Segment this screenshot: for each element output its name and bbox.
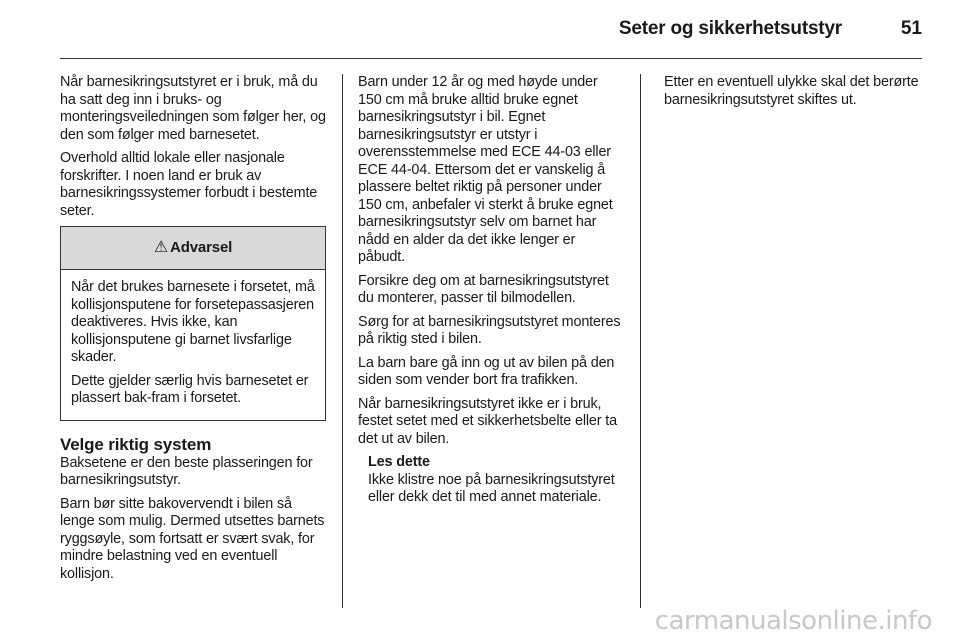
note-title: Les dette xyxy=(368,454,430,470)
column-divider xyxy=(640,74,641,608)
paragraph: Når barnesikringsutstyret ikke er i bruk, festet setet med et sikkerhetsbelte eller ta det ut av bilen. xyxy=(358,395,617,447)
paragraph: Forsikre deg om at barnesikringsutstyret du monterer, passer til bilmodellen. xyxy=(358,272,609,306)
column-left xyxy=(60,74,326,589)
paragraph: Overhold alltid lokale eller nasjonale forskrifter. I noen land er bruk av barnesikringssystemer forbudt i bestemte seter. xyxy=(60,150,318,219)
section-heading: Velge riktig system xyxy=(60,434,212,454)
warning-title: Advarsel xyxy=(170,239,233,257)
paragraph: Baksetene er den beste plasseringen for barnesikringsutstyr. xyxy=(60,454,313,488)
header-rule xyxy=(60,58,922,59)
page-header xyxy=(0,0,960,68)
paragraph: Når barnesikringsutstyret er i bruk, må du ha satt deg inn i bruks- og monteringsveiledningen som følger her, og den som følger med barnesetet. xyxy=(60,74,326,143)
column-middle xyxy=(358,74,624,507)
page-title: Seter og sikkerhetsutstyr xyxy=(618,18,842,39)
warning-paragraph: Dette gjelder særlig hvis barnesetet er plassert bak-fram i forsetet. xyxy=(71,372,309,406)
paragraph: La barn bare gå inn og ut av bilen på den siden som vender bort fra trafikken. xyxy=(358,354,615,388)
warning-triangle-icon: ⚠ xyxy=(153,239,169,257)
paragraph: Sørg for at barnesikringsutstyret monteres på riktig sted i bilen. xyxy=(358,313,621,347)
warning-header xyxy=(61,227,325,270)
paragraph: Etter en eventuell ulykke skal det berørte barnesikringsutstyret skiftes ut. xyxy=(664,74,919,108)
page-number: 51 xyxy=(900,18,922,39)
warning-box xyxy=(60,226,326,421)
column-right xyxy=(664,74,926,115)
warning-body xyxy=(61,270,325,420)
note-text: Ikke klistre noe på barnesikringsutstyret eller dekk det til med annet materiale. xyxy=(368,471,615,505)
warning-paragraph: Når det brukes barnesete i forsetet, må kollisjonsputene for forsetepassasjeren deaktiveres. Hvis ikke, kan kollisjonsputene gi barnet livsfarlige skader. xyxy=(71,279,315,365)
paragraph: Barn bør sitte bakovervendt i bilen så lenge som mulig. Dermed utsettes barnets ryggsøyle, som fortsatt er svært svak, for mindre belastning ved en eventuell kollisjon. xyxy=(60,495,325,582)
column-divider xyxy=(342,74,343,608)
paragraph: Barn under 12 år og med høyde under 150 cm må bruke alltid bruke egnet barnesikringsutstyr i bil. Egnet barnesikringsutstyr er utstyr i overensstemmelse med ECE 44-03 eller ECE 44-04. Ettersom det er vanskelig å plassere beltet riktig på personer under 150 cm, anbefaler vi sterkt å bruke egnet barnesikringsutstyr selv om barnet har nådd en alder da det ikke lenger er påbudt. xyxy=(358,74,613,265)
note-box xyxy=(368,454,624,507)
watermark: carmanualsonline.info xyxy=(654,606,932,636)
